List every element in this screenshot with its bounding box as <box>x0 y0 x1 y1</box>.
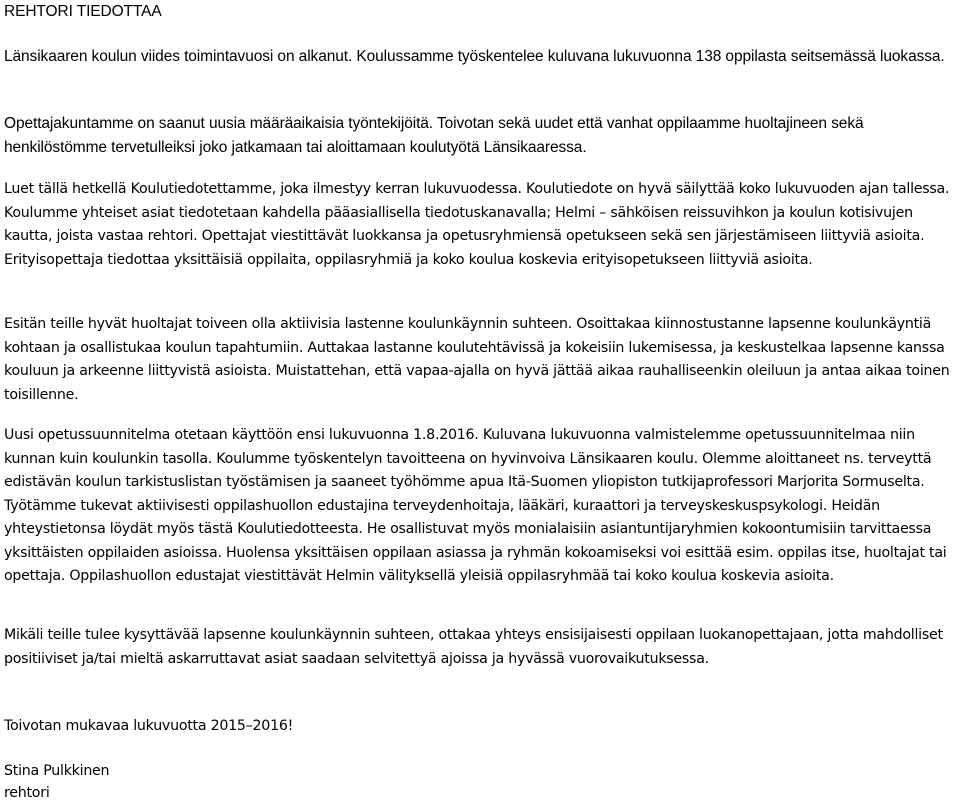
signature-title: rehtori <box>4 785 50 801</box>
paragraph-new-staff: Opettajakuntamme on saanut uusia määräaikaisia työntekijöitä. Toivotan sekä uudet että vanhat oppilaamme huoltajineen sekä henkilöstömme tervetulleiksi joko jatkamaan tai aloittamaan koulutyötä Länsikaaressa. <box>4 115 864 156</box>
paragraph-curriculum: Uusi opetussuunnitelma otetaan käyttöön ensi lukuvuonna 1.8.2016. Kuluvana lukuvuonna valmistelemme opetussuunnitelmaa niin kunnan kuin koulunkin tasolla. Koulumme työskentelyn tavoitteena on hyvinvoiva Länsikaaren koulu. Olemme aloittaneet ns. terveyttä edistävän koulun tarkistuslistan työstämisen ja saaneet työhömme apua Itä-Suomen yliopiston tutkijaprofessori Marjorita Sormuselta. Työtämme tukevat aktiivisesti oppilashuollon edustajina terveydenhoitaja, lääkäri, kuraattori ja terveyskeskuspsykologi. Heidän yhteystietonsa löydät myös tästä Koulutiedotteesta. He osallistuvat myös monialaisiin asiantuntijaryhmien kokoontumisiin tarvittaessa yksittäisten oppilaiden asioissa. Huolensa yksittäisen oppilaan asiassa ja ryhmän kokoamiseksi voi esittää esim. oppilas itse, huoltajat tai opettaja. Oppilashuollon edustajat viestittävät Helmin välityksellä yleisiä oppilasryhmää tai koko koulua koskevia asioita. <box>4 427 947 584</box>
paragraph-guardians-appeal: Esitän teille hyvät huoltajat toiveen olla aktiivisia lastenne koulunkäynnin suhteen. Osoittakaa kiinnostustanne lapsenne koulunkäyntiä kohtaan ja osallistukaa koulun tapahtumiin. Auttakaa lastanne koulutehtävissä ja kokeisiin lukemisessa, ja keskustelkaa lapsenne kanssa kouluun ja arkeenne liittyvistä asioista. Muistattehan, että vapaa-ajalla on hyvä jättää aikaa rauhalliseenkin oleiluun ja antaa aikaa toinen toisillenne. <box>4 316 950 403</box>
paragraph-school-year-start: Länsikaaren koulun viides toimintavuosi on alkanut. Koulussamme työskentelee kuluvana lukuvuonna 138 oppilasta seitsemässä luokassa. <box>4 48 945 65</box>
signature-name: Stina Pulkkinen <box>4 763 110 779</box>
paragraph-newsletter-info: Luet tällä hetkellä Koulutiedotettamme, joka ilmestyy kerran lukuvuodessa. Koulutiedote on hyvä säilyttää koko lukuvuoden ajan tallessa. Koulumme yhteiset asiat tiedotetaan kahdella pääasiallisella tiedotuskanavalla; Helmi – sähköisen reissuvihkon ja koulun kotisivujen kautta, joista vastaa rehtori. Opettajat viestittävät luokkansa ja opetusryhmiensä opetukseen sekä sen järjestämiseen liittyviä asioita. Erityisopettaja tiedottaa yksittäisiä oppilaita, oppilasryhmiä ja koko koulua koskevia erityisopetukseen liittyviä asioita. <box>4 181 950 268</box>
document-title: REHTORI TIEDOTTAA <box>4 3 162 20</box>
closing-greeting: Toivotan mukavaa lukuvuotta 2015–2016! <box>4 718 294 734</box>
paragraph-contact-teacher: Mikäli teille tulee kysyttävää lapsenne koulunkäynnin suhteen, ottakaa yhteys ensisijaisesti oppilaan luokanopettajaan, jotta mahdolliset positiiviset ja/tai mieltä askarruttavat asiat saadaan selvitettyä ajoissa ja hyvässä vuorovaikutuksessa. <box>4 627 943 667</box>
